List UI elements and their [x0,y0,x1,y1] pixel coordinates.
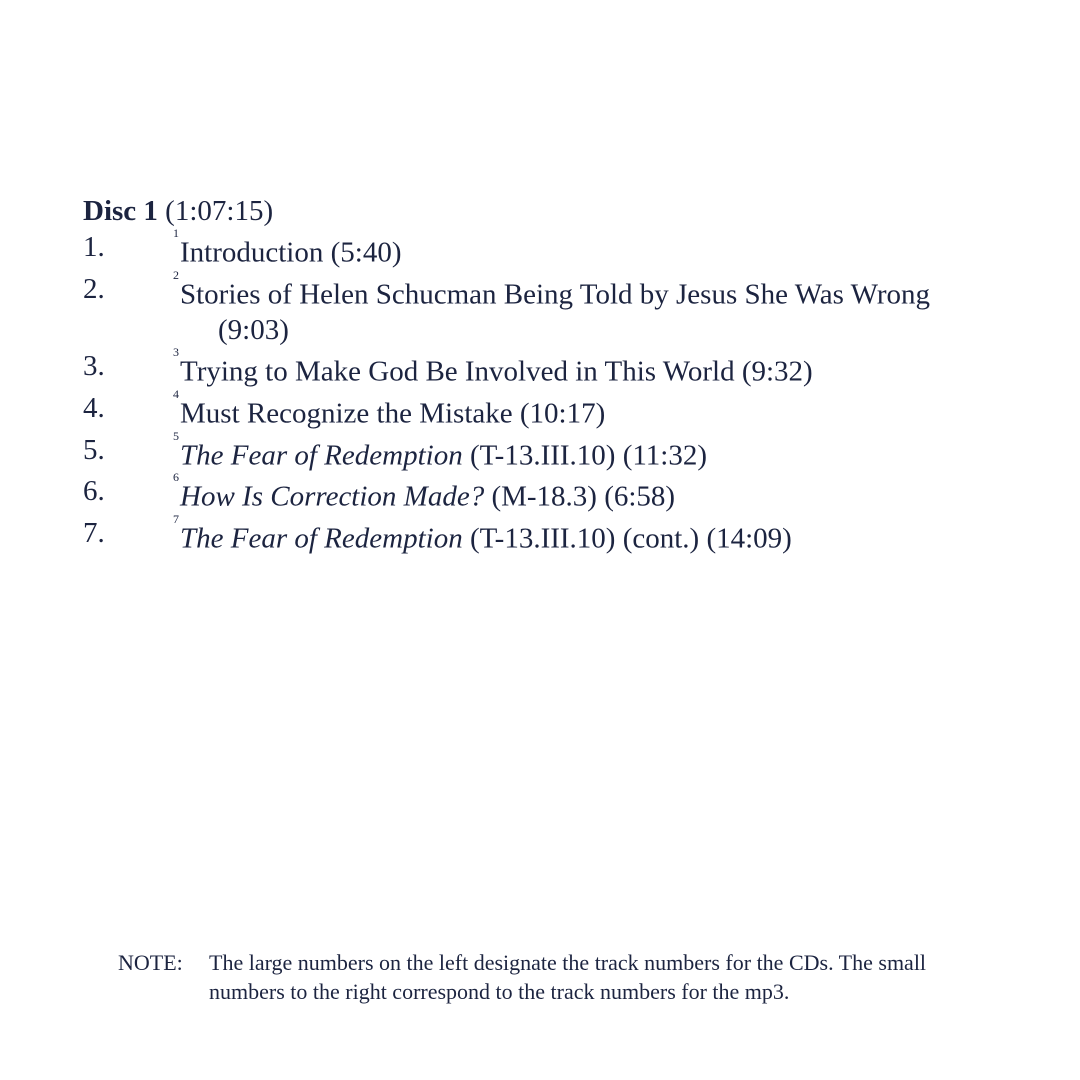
track-row [83,428,1043,474]
track-row [83,386,1043,432]
track-title: How Is Correction Made? [180,480,485,513]
track-body [173,226,998,271]
track-title: Trying to Make God Be Involved in This World [180,355,735,388]
disc-duration: (1:07:15) [165,195,274,227]
track-row [83,267,1043,349]
disc-track-list [83,193,1043,557]
track-duration: (10:17) [512,397,606,430]
track-body [173,470,998,515]
mp3-track-number: 4 [173,386,179,401]
track-body [173,511,998,557]
mp3-track-number: 5 [173,428,179,443]
track-body [173,386,998,432]
track-duration: (9:32) [734,355,813,388]
mp3-track-number: 6 [173,470,179,485]
track-title: Introduction [180,236,324,269]
track-row [83,470,1043,515]
mp3-track-number: 1 [173,226,179,240]
footnote [118,948,998,1006]
track-reference-duration: (M-18.3) (6:58) [484,480,676,513]
cd-track-number: 7. [83,516,105,549]
cd-track-number: 5. [83,433,105,466]
track-body [173,428,998,474]
track-title: The Fear of Redemption [180,439,463,472]
track-body [173,345,998,390]
track-reference-duration: (T-13.III.10) (11:32) [462,439,707,472]
track-title: Stories of Helen Schucman Being Told by Jesus She Was Wrong [180,278,931,311]
track-title: Must Recognize the Mistake [180,397,513,430]
note-text: The large numbers on the left designate the track numbers for the CDs. The small numbers to the right correspond to the track numbers for the mp3. [209,950,927,1004]
track-reference-duration: (T-13.III.10) (cont.) (14:09) [462,522,792,555]
note-label: NOTE: [118,950,183,975]
cd-track-number: 2. [83,272,105,305]
mp3-track-number: 7 [173,511,179,526]
cd-track-number: 4. [83,391,105,424]
track-row [83,345,1043,390]
cd-track-number: 1. [83,231,105,263]
track-title: The Fear of Redemption [180,522,463,555]
track-body [173,267,998,349]
disc-title: Disc 1 [83,195,158,227]
track-row [83,511,1043,557]
track-row [83,226,1043,271]
mp3-track-number: 3 [173,345,179,360]
track-duration: (9:03) [218,314,289,347]
cd-track-number: 6. [83,475,105,508]
mp3-track-number: 2 [173,267,179,282]
cd-track-number: 3. [83,350,105,383]
disc-heading [83,193,1043,229]
track-duration: (5:40) [323,236,402,269]
